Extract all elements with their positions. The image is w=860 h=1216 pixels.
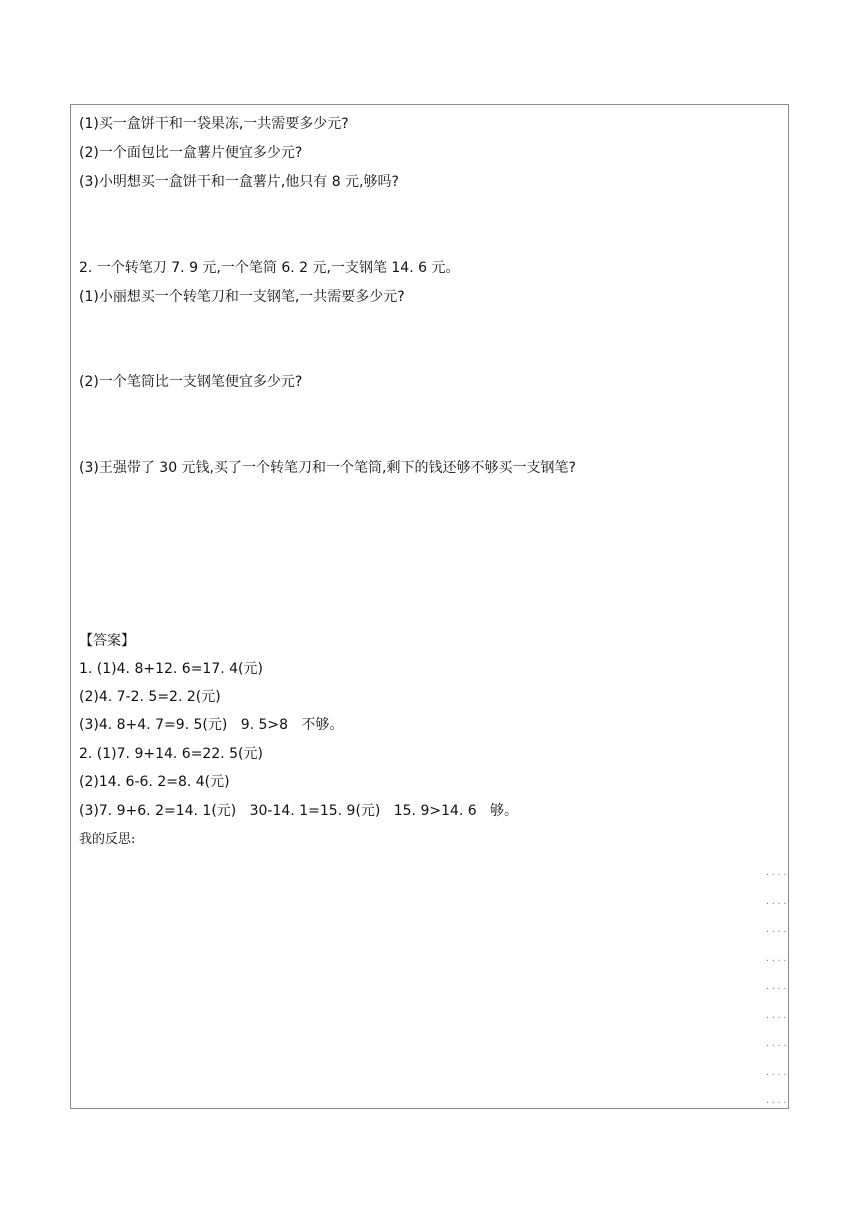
worksheet-frame: [70, 104, 789, 1109]
reflection-line-dots: ····: [765, 984, 789, 993]
question-2-intro: 2. 一个转笔刀 7. 9 元,一个笔筒 6. 2 元,一支钢笔 14. 6 元。: [79, 260, 460, 276]
answer-2-2: (2)14. 6-6. 2=8. 4(元): [79, 774, 230, 790]
reflection-line-dots: ····: [765, 870, 789, 879]
reflection-line-dots: ····: [765, 899, 789, 908]
reflection-line-dots: ····: [765, 927, 789, 936]
reflection-line-dots: ····: [765, 1070, 789, 1079]
question-1-1: (1)买一盒饼干和一袋果冻,一共需要多少元?: [79, 116, 349, 132]
question-2-2: (2)一个笔筒比一支钢笔便宜多少元?: [79, 374, 303, 390]
reflection-line-dots: ····: [765, 956, 789, 965]
answer-2-1: 2. (1)7. 9+14. 6=22. 5(元): [79, 746, 263, 762]
question-2-1: (1)小丽想买一个转笔刀和一支钢笔,一共需要多少元?: [79, 289, 405, 305]
question-1-3: (3)小明想买一盒饼干和一盒薯片,他只有 8 元,够吗?: [79, 174, 399, 190]
question-2-3: (3)王强带了 30 元钱,买了一个转笔刀和一个笔筒,剩下的钱还够不够买一支钢笔?: [79, 460, 576, 476]
answer-2-3: (3)7. 9+6. 2=14. 1(元) 30-14. 1=15. 9(元) 15. 9>14. 6 够。: [79, 803, 519, 819]
answer-1-3: (3)4. 8+4. 7=9. 5(元) 9. 5>8 不够。: [79, 717, 344, 733]
question-1-2: (2)一个面包比一盒薯片便宜多少元?: [79, 145, 303, 161]
answer-1-1: 1. (1)4. 8+12. 6=17. 4(元): [79, 661, 263, 677]
answer-1-2: (2)4. 7-2. 5=2. 2(元): [79, 689, 221, 705]
answer-heading: 【答案】: [79, 633, 135, 649]
reflection-label: 我的反思:: [79, 832, 136, 847]
reflection-line-dots: ····: [765, 1041, 789, 1050]
reflection-line-dots: ····: [765, 1013, 789, 1022]
reflection-line-dots: ····: [765, 1098, 789, 1107]
